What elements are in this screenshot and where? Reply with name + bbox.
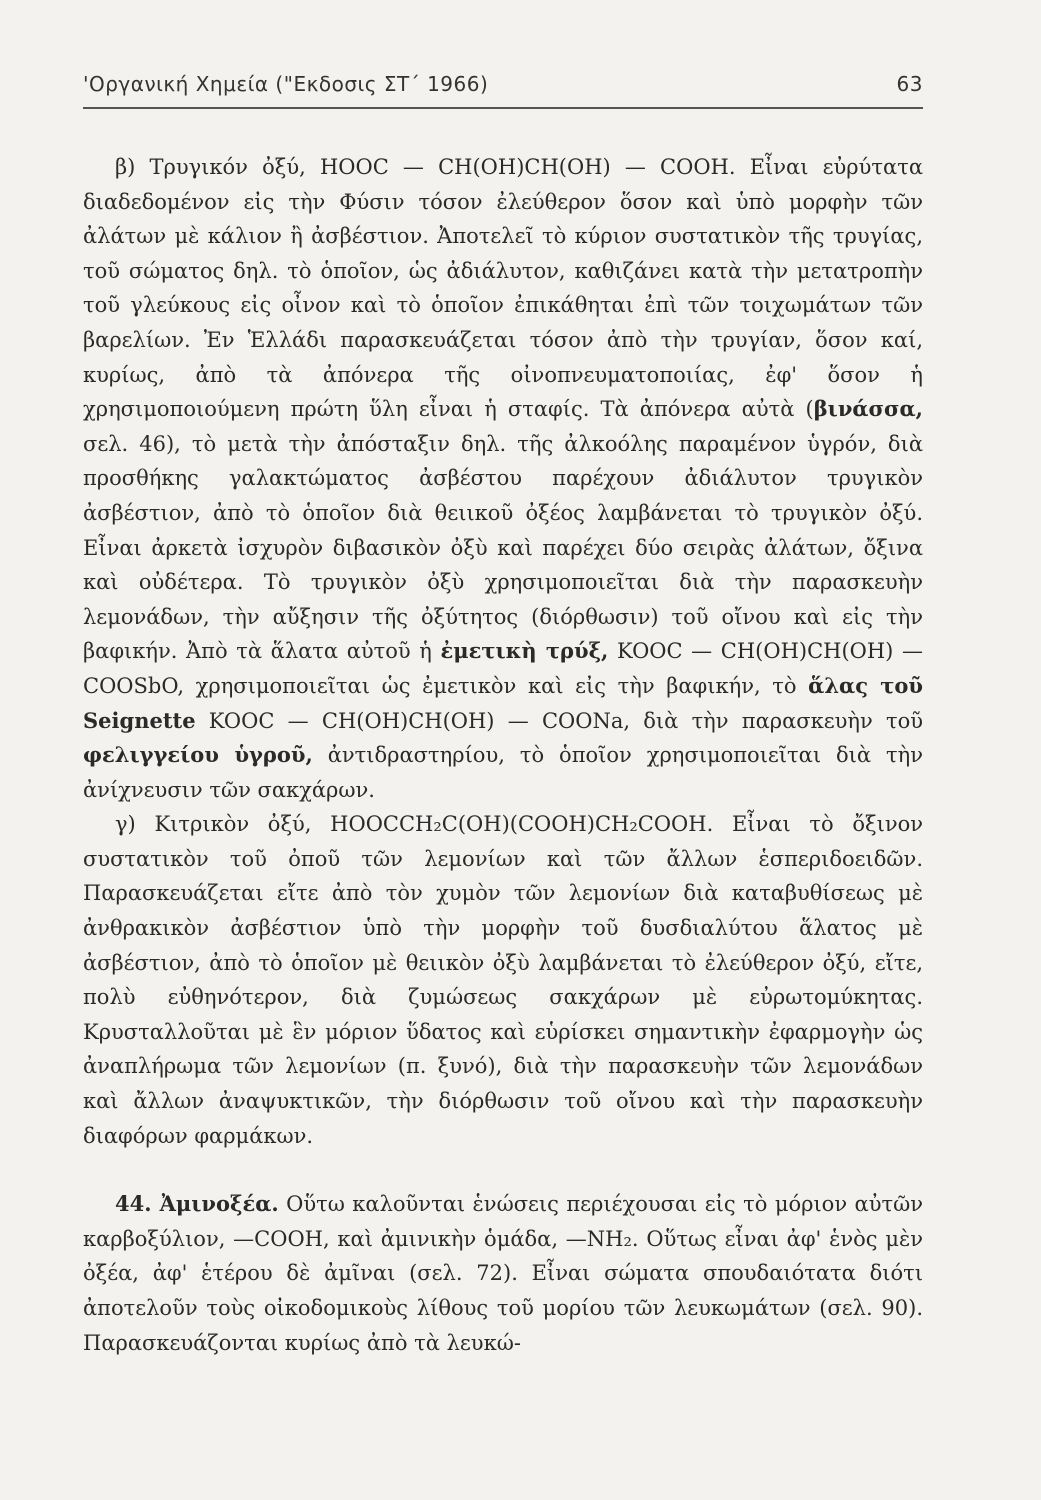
text-run: Οὕτω καλοῦνται ἑνώσεις περιέχουσαι εἰς τὸ μόριον αὐτῶν καρβοξύλιον, —COOH, καὶ ἀμινικὴν ὁμάδα, —NH₂. Οὕτως εἶναι ἀφ' ἑνὸς μὲν ὀξέα, ἀφ' ἑτέρου δὲ ἀμῖναι (σελ. 72). Εἶναι σώματα σπουδαιότατα διότι ἀποτελοῦν τοὺς οἰκοδομικοὺς λίθους τοῦ μορίου τῶν λευκωμάτων (σελ. 90). Παρασκευάζονται κυρίως ἀπὸ τὰ λευκώ- — [83, 1192, 923, 1355]
text-run: ἀντιδραστηρίου, τὸ ὁποῖον χρησιμοποιεῖται διὰ τὴν ἀνίχνευσιν τῶν σακχάρων. — [83, 743, 923, 802]
text-run: KOOC — CH(OH)CH(OH) — COOSbO, χρησιμοποιεῖται ὡς ἐμετικὸν καὶ εἰς τὴν βαφικήν, τὸ — [83, 639, 923, 698]
text-run: β) Τρυγικόν ὀξύ, HOOC — CH(OH)CH(OH) — COOH. Εἶναι εὐρύτατα διαδεδομένον εἰς τὴν Φύσιν τόσον ἐλεύθερον ὅσον καὶ ὑπὸ μορφὴν τῶν ἀλάτων μὲ κάλιον ἢ ἀσβέστιον. Ἀποτελεῖ τὸ κύριον συστατικὸν τῆς τρυγίας, τοῦ σώματος δηλ. τὸ ὁποῖον, ὡς ἀδιάλυτον, καθιζάνει κατὰ τὴν μετατροπὴν τοῦ γλεύκους εἰς οἶνον καὶ τὸ ὁποῖον ἐπικάθηται ἐπὶ τῶν τοιχωμάτων τῶν βαρελίων. Ἐν Ἑλλάδι παρασκευάζεται τόσον ἀπὸ τὴν τρυγίαν, ὅσον καί, κυρίως, ἀπὸ τὰ ἀπόνερα τῆς οἰνοπνευματοποιίας, ἐφ' ὅσον ἡ χρησιμοποιούμενη πρώτη ὕλη εἶναι ἡ σταφίς. Τὰ ἀπόνερα αὐτὰ ( — [83, 155, 923, 422]
section-heading-amino-acids: 44. Ἀμινοξέα. — [115, 1191, 279, 1217]
page-body — [83, 150, 923, 1360]
text-run: KOOC — CH(OH)CH(OH) — COONa, διὰ τὴν παρασκευὴν τοῦ — [195, 708, 923, 733]
bold-term-seignette-salt: ἅλας τοῦ Seignette — [83, 672, 923, 733]
bold-term-fehling-solution: φελιγγείου ὑγροῦ, — [83, 742, 313, 768]
text-run: σελ. 46), τὸ μετὰ τὴν ἀπόσταξιν δηλ. τῆς ἀλκοόλης παραμένον ὑγρόν, διὰ προσθήκης γαλακτώματος ἀσβέστου παρέχουν ἀδιάλυτον τρυγικὸν ἀσβέστιον, ἀπὸ τὸ ὁποῖον διὰ θειικοῦ ὀξέος λαμβάνεται τὸ τρυγικὸν ὀξύ. Εἶναι ἀρκετὰ ἰσχυρὸν διβασικὸν ὀξὺ καὶ παρέχει δύο σειρὰς ἀλάτων, ὄξινα καὶ οὐδέτερα. Τὸ τρυγικὸν ὀξὺ χρησιμοποιεῖται διὰ τὴν παρασκευὴν λεμονάδων, τὴν αὔξησιν τῆς ὀξύτητος (διόρθωσιν) τοῦ οἴνου καὶ εἰς τὴν βαφικήν. Ἀπὸ τὰ ἅλατα αὐτοῦ ἡ — [83, 431, 923, 664]
bold-term-vinassa: βινάσσα, — [813, 396, 923, 422]
bold-term-emetic-tartar: ἐμετικὴ τρύξ, — [440, 638, 609, 664]
text-run: γ) Κιτρικὸν ὀξύ, HOOCCH₂C(OH)(COOH)CH₂COOH. Εἶναι τὸ ὄξινον συστατικὸν τοῦ ὀποῦ τῶν λεμονίων καὶ τῶν ἄλλων ἑσπεριδοειδῶν. Παρασκευάζεται εἴτε ἀπὸ τὸν χυμὸν τῶν λεμονίων διὰ καταβυθίσεως μὲ ἀνθρακικὸν ἀσβέστιον ὑπὸ τὴν μορφὴν τοῦ δυσδιαλύτου ἅλατος μὲ ἀσβέστιον, ἀπὸ τὸ ὁποῖον μὲ θειικὸν ὀξὺ λαμβάνεται τὸ ἐλεύθερον ὀξύ, εἴτε, πολὺ εὐθηνότερον, διὰ ζυμώσεως σακχάρων μὲ εὐρωτομύκητας. Κρυσταλλοῦται μὲ ἓν μόριον ὕδατος καὶ εὑρίσκει σημαντικὴν ἐφαρμογὴν ὡς ἀναπλήρωμα τῶν λεμονίων (π. ξυνό), διὰ τὴν παρασκευὴν τῶν λεμονάδων καὶ ἄλλων ἀναψυκτικῶν, τὴν διόρθωσιν τοῦ οἴνου καὶ τὴν παρασκευὴν διαφόρων φαρμάκων. — [83, 812, 923, 1148]
paragraph-citric-acid — [83, 807, 923, 1153]
paragraph-amino-acids — [83, 1187, 923, 1360]
page-header — [83, 72, 923, 102]
header-rule — [83, 107, 923, 109]
page-number: 63 — [896, 72, 923, 96]
running-title: 'Οργανική Χημεία ("Εκδοσις ΣΤ΄ 1966) — [83, 72, 489, 96]
paragraph-tartaric-acid — [83, 150, 923, 807]
